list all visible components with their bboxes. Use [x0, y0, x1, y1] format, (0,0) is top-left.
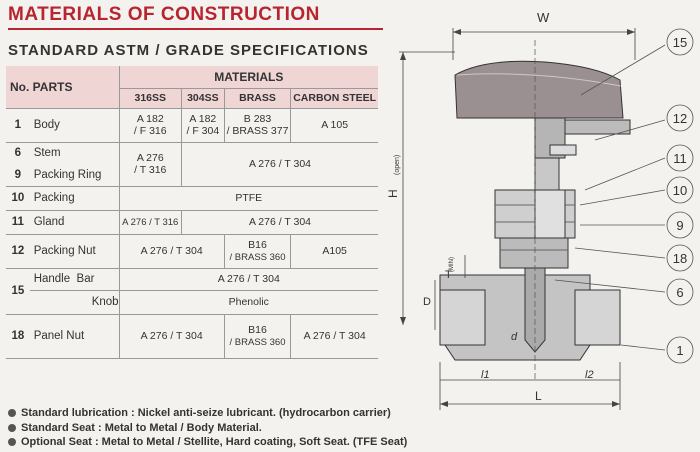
cell-brass — [224, 234, 291, 268]
cell-316: A 182 / F 316 — [119, 108, 181, 142]
header-no-parts: No. PARTS — [6, 66, 119, 108]
col-316ss: 316SS — [119, 88, 181, 108]
cell-ss: A 276 / T 304 — [119, 314, 224, 358]
row-part: Packing Ring — [30, 164, 119, 186]
header-materials: MATERIALS — [119, 66, 378, 88]
dim-l1: l1 — [481, 369, 490, 381]
callout-9: 9 — [676, 218, 684, 233]
spec-subtitle: STANDARD ASTM / GRADE SPECIFICATIONS — [8, 42, 369, 59]
bullet-icon — [8, 424, 16, 432]
row-no: 11 — [6, 210, 30, 234]
row-part — [30, 268, 119, 290]
row-part: Body — [30, 108, 119, 142]
cell-all: PTFE — [119, 186, 378, 210]
callout-6: 6 — [676, 285, 684, 300]
cell-cs: A 105 — [291, 108, 378, 142]
callout-1: 1 — [676, 343, 684, 358]
note-item — [8, 435, 407, 450]
row-part: Panel Nut — [30, 314, 119, 358]
notes-list — [8, 406, 407, 450]
cell-rest: A 276 / T 304 — [181, 210, 378, 234]
col-carbon-steel: CARBON STEEL — [291, 88, 378, 108]
cell-ss: A 276 / T 304 — [119, 234, 224, 268]
page-title: MATERIALS OF CONSTRUCTION — [8, 4, 320, 25]
cell-brass — [224, 314, 291, 358]
dim-T-sub: (MIN) — [449, 257, 455, 272]
row-part: Stem — [30, 142, 119, 164]
cell-316: A 276 / T 316 — [119, 210, 181, 234]
dim-D: D — [423, 296, 431, 308]
handle-label: Handle — [33, 273, 71, 285]
dim-l2: l2 — [585, 369, 594, 381]
title-underline — [8, 28, 383, 30]
dim-d: d — [511, 331, 518, 343]
callout-12: 12 — [672, 111, 688, 126]
cell-brass-line2: / BRASS 360 — [229, 251, 286, 263]
row-part: Packing Nut — [30, 234, 119, 268]
cell-brass-line1: B16 — [248, 238, 267, 251]
cell-bar: A 276 / T 304 — [119, 268, 378, 290]
callout-10: 10 — [672, 183, 688, 198]
knob-label: Knob — [30, 290, 119, 314]
cell-cs: A 276 / T 304 — [291, 314, 378, 358]
dim-T: T — [445, 269, 452, 281]
cell-brass-line2: / BRASS 360 — [229, 336, 286, 348]
cell-rest: A 276 / T 304 — [181, 142, 378, 186]
row-no: 6 — [14, 147, 22, 160]
row-no: 18 — [6, 314, 30, 358]
row-part: Gland — [30, 210, 119, 234]
bullet-icon — [8, 438, 16, 446]
dim-L: L — [535, 389, 542, 403]
row-no: 12 — [6, 234, 30, 268]
callout-15: 15 — [672, 35, 688, 50]
dim-W: W — [537, 10, 550, 25]
row-no: 9 — [6, 164, 30, 186]
bar-label: Bar — [76, 273, 95, 285]
bullet-icon — [8, 409, 16, 417]
cell-knob: Phenolic — [119, 290, 378, 314]
callout-18: 18 — [672, 251, 688, 266]
note-item — [8, 406, 407, 421]
cell-brass: B 283 / BRASS 377 — [224, 108, 291, 142]
cell-cs: A105 — [291, 234, 378, 268]
note-text: Standard Seat : Metal to Metal / Body Material. — [21, 421, 262, 434]
materials-table — [6, 66, 378, 359]
col-brass: BRASS — [224, 88, 291, 108]
note-text: Optional Seat : Metal to Metal / Stellite, Hard coating, Soft Seat. (TFE Seat) — [21, 436, 408, 448]
row-no: 10 — [6, 186, 30, 210]
note-text: Standard lubrication : Nickel anti-seize lubricant. (hydrocarbon carrier) — [21, 407, 391, 419]
row-part: Packing — [30, 186, 119, 210]
cell-304: A 182 / F 304 — [181, 108, 224, 142]
cell-brass-line1: B16 — [248, 323, 267, 336]
callout-11: 11 — [673, 151, 687, 166]
row-no: 1 — [6, 108, 30, 142]
row-no: 15 — [6, 268, 30, 314]
note-item — [8, 421, 407, 436]
cell-316: A 276 / T 316 — [119, 142, 181, 186]
dim-H-sub: (open) — [394, 154, 401, 175]
valve-drawing — [385, 0, 700, 452]
col-304ss: 304SS — [181, 88, 224, 108]
dim-H: H — [386, 189, 400, 198]
